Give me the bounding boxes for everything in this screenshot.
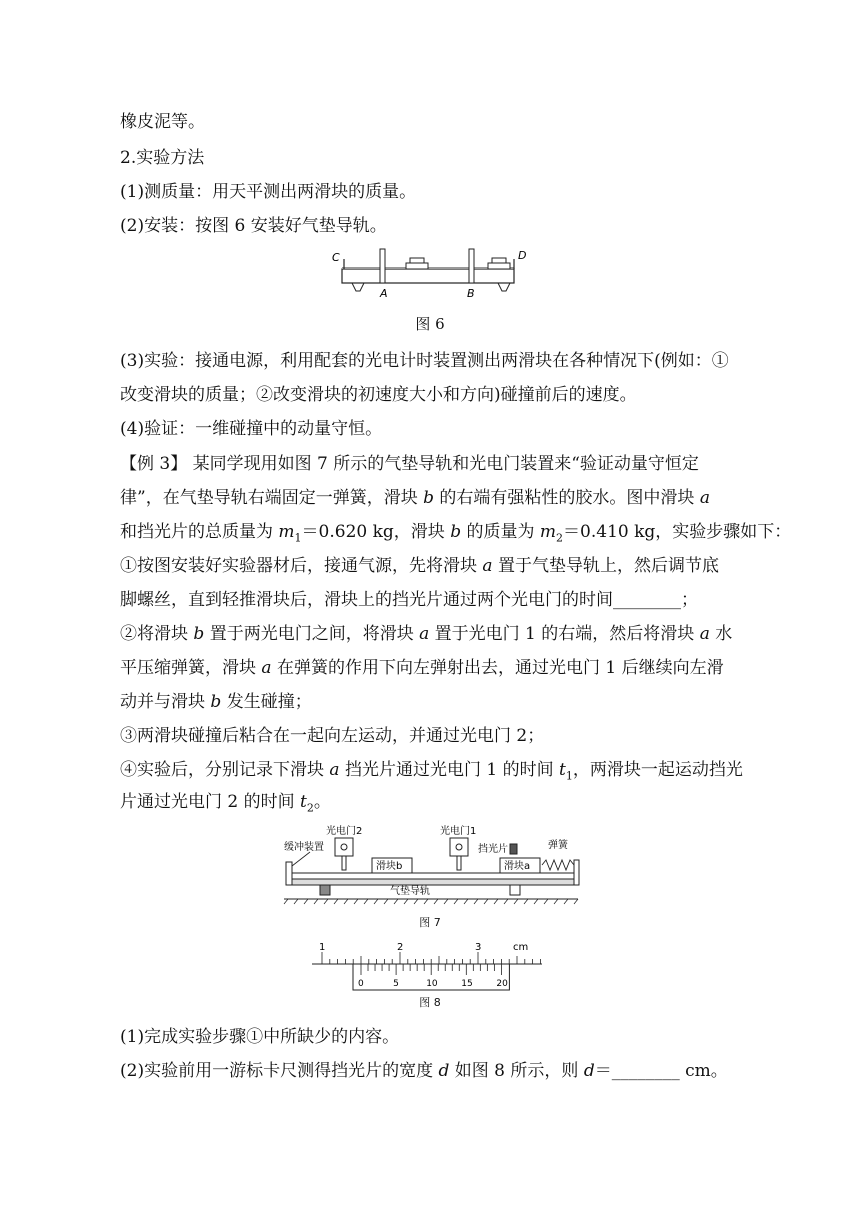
gate1-label: 光电门1	[440, 826, 477, 837]
text-line: 和挡光片的总质量为 $m_1=0.620$ kg，滑块 b 的质量为 $m_2=0.410$ kg，实验步骤如下：	[120, 522, 792, 545]
slider-a-label: 滑块a	[504, 861, 531, 872]
vernier-label: 0	[358, 979, 364, 989]
text-line: (1)测质量：用天平测出两滑块的质量。	[120, 182, 417, 202]
question-1: (1)完成实验步骤①中所缺少的内容。	[120, 1027, 400, 1047]
label-b: B	[467, 287, 475, 300]
figure-7-caption: 图 7	[419, 916, 441, 929]
flag-label: 挡光片	[478, 844, 508, 855]
buffer-label: 缓冲装置	[284, 842, 324, 853]
label-c: C	[332, 251, 340, 264]
text-line: ①按图安装好实验器材后，接通气源，先将滑块 a 置于气垫导轨上，然后调节底	[120, 556, 719, 576]
text-line: ④实验后，分别记录下滑块 a 挡光片通过光电门 1 的时间 $t_1$，两滑块一起运动挡光	[120, 760, 743, 783]
vernier-label: 15	[461, 979, 473, 989]
label-a: A	[380, 287, 388, 300]
spring-label: 弹簧	[548, 840, 568, 851]
unit-label: cm	[513, 942, 529, 953]
figure-6-caption: 图 6	[415, 315, 445, 333]
text-line: 律”，在气垫导轨右端固定一弹簧，滑块 b 的右端有强粘性的胶水。图中滑块 a	[120, 488, 710, 508]
main-scale-label: 1	[319, 942, 326, 953]
vernier-label: 20	[496, 979, 508, 989]
text-line: ③两滑块碰撞后粘合在一起向左运动，并通过光电门 2；	[120, 726, 545, 746]
text-line: 片通过光电门 2 的时间 $t_2$。	[120, 792, 331, 815]
figure-6-diagram	[330, 243, 530, 301]
example-heading: 【例 3】 某同学现用如图 7 所示的气垫导轨和光电门装置来“验证动量守恒定	[120, 454, 699, 474]
figure-8-caption: 图 8	[419, 996, 441, 1009]
text-line: ②将滑块 b 置于两光电门之间，将滑块 a 置于光电门 1 的右端，然后将滑块 a 水	[120, 624, 733, 644]
text-line: (2)安装：按图 6 安装好气垫导轨。	[120, 216, 387, 236]
text-line: 脚螺丝，直到轻推滑块后，滑块上的挡光片通过两个光电门的时间________；	[120, 590, 698, 610]
main-scale-label: 2	[397, 942, 404, 953]
text-line: 改变滑块的质量；②改变滑块的初速度大小和方向)碰撞前后的速度。	[120, 385, 637, 405]
figure-7-diagram	[280, 822, 582, 912]
main-scale-label: 3	[475, 942, 482, 953]
label-d: D	[518, 249, 527, 262]
text-line: 橡皮泥等。	[120, 112, 205, 132]
text-line: (4)验证：一维碰撞中的动量守恒。	[120, 419, 383, 439]
vernier-label: 10	[426, 979, 438, 989]
text-line: 平压缩弹簧，滑块 a 在弹簧的作用下向左弹射出去，通过光电门 1 后继续向左滑	[120, 658, 724, 678]
text-line: 动并与滑块 b 发生碰撞；	[120, 692, 312, 712]
question-2: (2)实验前用一游标卡尺测得挡光片的宽度 d 如图 8 所示，则 d＝________ cm。	[120, 1061, 728, 1081]
section-heading: 2.实验方法	[120, 148, 205, 168]
gate2-label: 光电门2	[326, 826, 363, 837]
slider-b-label: 滑块b	[376, 861, 403, 872]
figure-8-vernier-caliper	[312, 940, 548, 995]
vernier-label: 5	[393, 979, 399, 989]
track-label: 气垫导轨	[390, 886, 430, 897]
text-line: (3)实验：接通电源，利用配套的光电计时装置测出两滑块在各种情况下(例如：①	[120, 351, 729, 371]
